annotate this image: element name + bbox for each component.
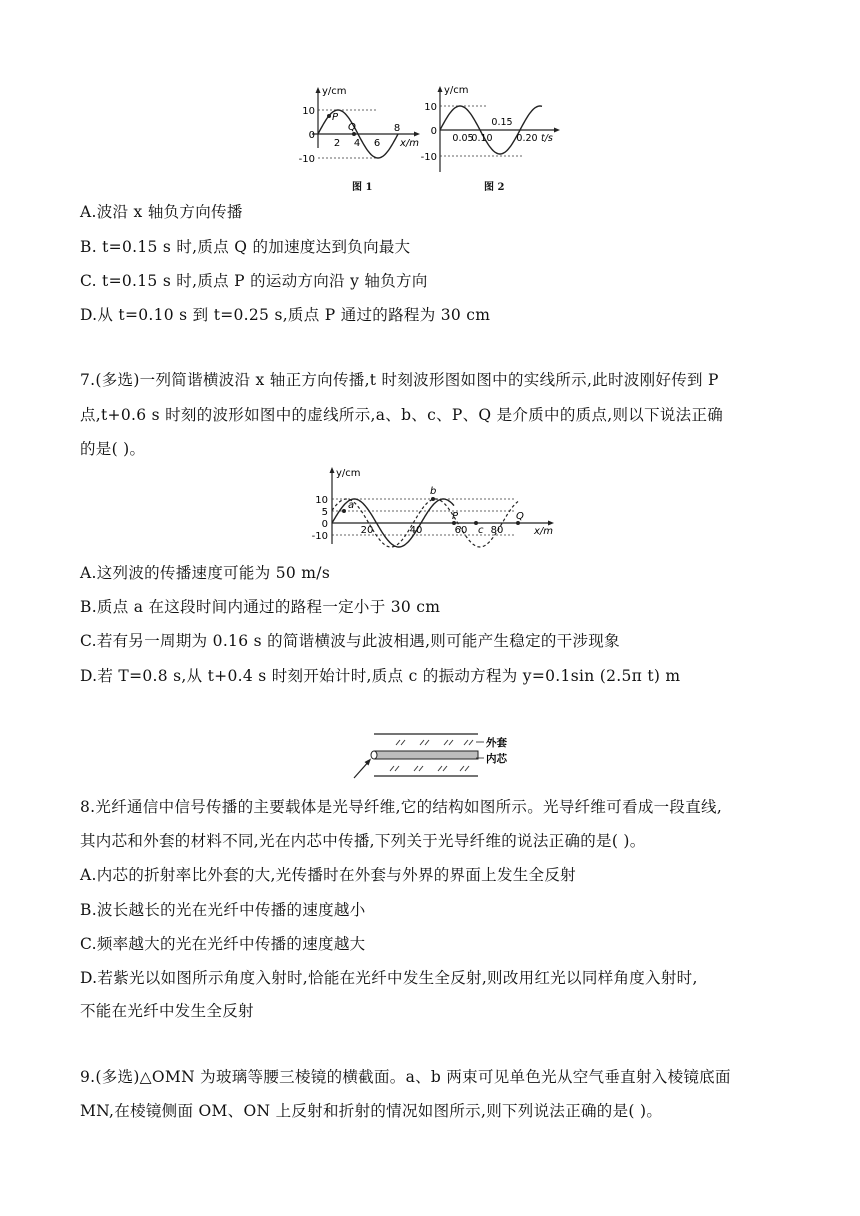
inner-label: 内芯 [486,753,507,765]
figure-2 [420,84,566,169]
q7-stem-line: 点,t+0.6 s 时刻的波形如图中的虚线所示,a、b、c、P、Q 是介质中的质点,则以下说法正确 [80,406,724,424]
y-axis-arrow [330,467,335,473]
y-axis-label: y/cm [322,86,347,97]
q7-option-a: A.这列波的传播速度可能为 50 m/s [80,564,331,582]
t-axis-arrow [554,128,560,133]
point-p [327,114,331,118]
y-tick: 0 [430,126,437,137]
point-a [342,509,346,513]
x-axis-arrow [414,132,420,137]
q7-stem-line: 7.(多选)一列简谐横波沿 x 轴正方向传播,t 时刻波形图如图中的实线所示,此时波刚好传到 P [80,371,719,389]
q7-stem-line: 的是( )。 [80,440,146,458]
q9-stem-line: 9.(多选)△OMN 为玻璃等腰三棱镜的横截面。a、b 两束可见单色光从空气垂直射入棱镜底面 [80,1068,731,1086]
core-end-face [371,751,377,759]
t-tick: 0.10 [471,133,493,144]
x-tick: 2 [333,138,341,149]
y-tick: 0 [308,130,315,141]
x-tick: 6 [373,138,381,149]
x-tick: 60 [454,525,468,536]
q6-option-b: B. t=0.15 s 时,质点 Q 的加速度达到负向最大 [80,238,411,256]
x-tick: 40 [409,525,423,536]
q6-option-d: D.从 t=0.10 s 到 t=0.25 s,质点 P 通过的路程为 30 cm [80,306,491,324]
fiber-diagram [352,728,532,784]
q8-option-b: B.波长越长的光在光纤中传播的速度越小 [80,901,366,919]
figure-1-caption: 图 1 [352,182,373,193]
figure-2-caption: 图 2 [484,182,505,193]
x-axis-label: x/m [400,138,420,149]
t-tick: 0.15 [491,117,513,128]
point-q-label: Q [348,122,356,133]
q7-figure [308,466,558,546]
q8-fiber-figure [352,728,532,784]
y-tick: 5 [321,507,328,518]
x-axis-arrow [548,521,554,526]
t-tick: 0.05 [452,133,474,144]
point-b-label: b [430,486,437,497]
point-p-label: P [332,112,339,123]
point-b [431,497,435,501]
y-tick: -10 [311,531,328,542]
q8-option-d: D.若紫光以如图所示角度入射时,恰能在光纤中发生全反射,则改用红光以同样角度入射时, [80,969,698,987]
x-tick: 4 [353,138,361,149]
q7-option-c: C.若有另一周期为 0.16 s 的简谐横波与此波相遇,则可能产生稳定的干涉现象 [80,632,620,650]
y-tick: 10 [315,495,328,506]
q7-wave-graph [308,466,558,546]
q9-stem-line: MN,在棱镜侧面 OM、ON 上反射和折射的情况如图所示,则下列说法正确的是( )。 [80,1102,663,1120]
y-tick: -10 [420,152,437,163]
figure-1 [296,86,426,166]
y-tick: -10 [298,154,315,165]
q6-option-c: C. t=0.15 s 时,质点 P 的运动方向沿 y 轴负方向 [80,272,428,290]
x-axis-label: x/m [534,526,554,537]
figure-2-graph [420,84,566,169]
q8-option-a: A.内芯的折射率比外套的大,光传播时在外套与外界的界面上发生全反射 [80,866,576,884]
fiber-core [374,751,478,759]
y-axis-arrow [438,86,443,92]
point-a-label: a [348,500,355,511]
q8-stem-line: 其内芯和外套的材料不同,光在内芯中传播,下列关于光导纤维的说法正确的是( )。 [80,832,646,850]
y-axis-label: y/cm [336,468,361,479]
point-q-label: Q [516,511,524,522]
q8-option-d-continued: 不能在光纤中发生全反射 [80,1002,254,1020]
outer-label: 外套 [486,737,507,749]
x-tick: 80 [490,525,504,536]
y-axis-arrow [316,87,321,93]
q7-option-b: B.质点 a 在这段时间内通过的路程一定小于 30 cm [80,598,441,616]
point-p-label: P [452,511,459,522]
q8-option-c: C.频率越大的光在光纤中传播的速度越大 [80,935,366,953]
figure-1-graph [296,86,426,166]
x-tick: 20 [360,525,374,536]
y-tick: 0 [321,519,328,530]
t-tick: 0.20 [516,133,538,144]
y-tick: 10 [302,106,315,117]
q7-option-d: D.若 T=0.8 s,从 t+0.4 s 时刻开始计时,质点 c 的振动方程为 y=0.1sin (2.5π t) m [80,667,681,685]
y-tick: 10 [424,102,437,113]
x-tick: 8 [393,123,401,134]
t-axis-label: t/s [541,133,553,144]
y-axis-label: y/cm [444,85,469,96]
q6-option-a: A.波沿 x 轴负方向传播 [80,203,243,221]
q8-stem-line: 8.光纤通信中信号传播的主要载体是光导纤维,它的结构如图所示。光导纤维可看成一段直线, [80,798,723,816]
point-c-label: c [478,525,484,536]
